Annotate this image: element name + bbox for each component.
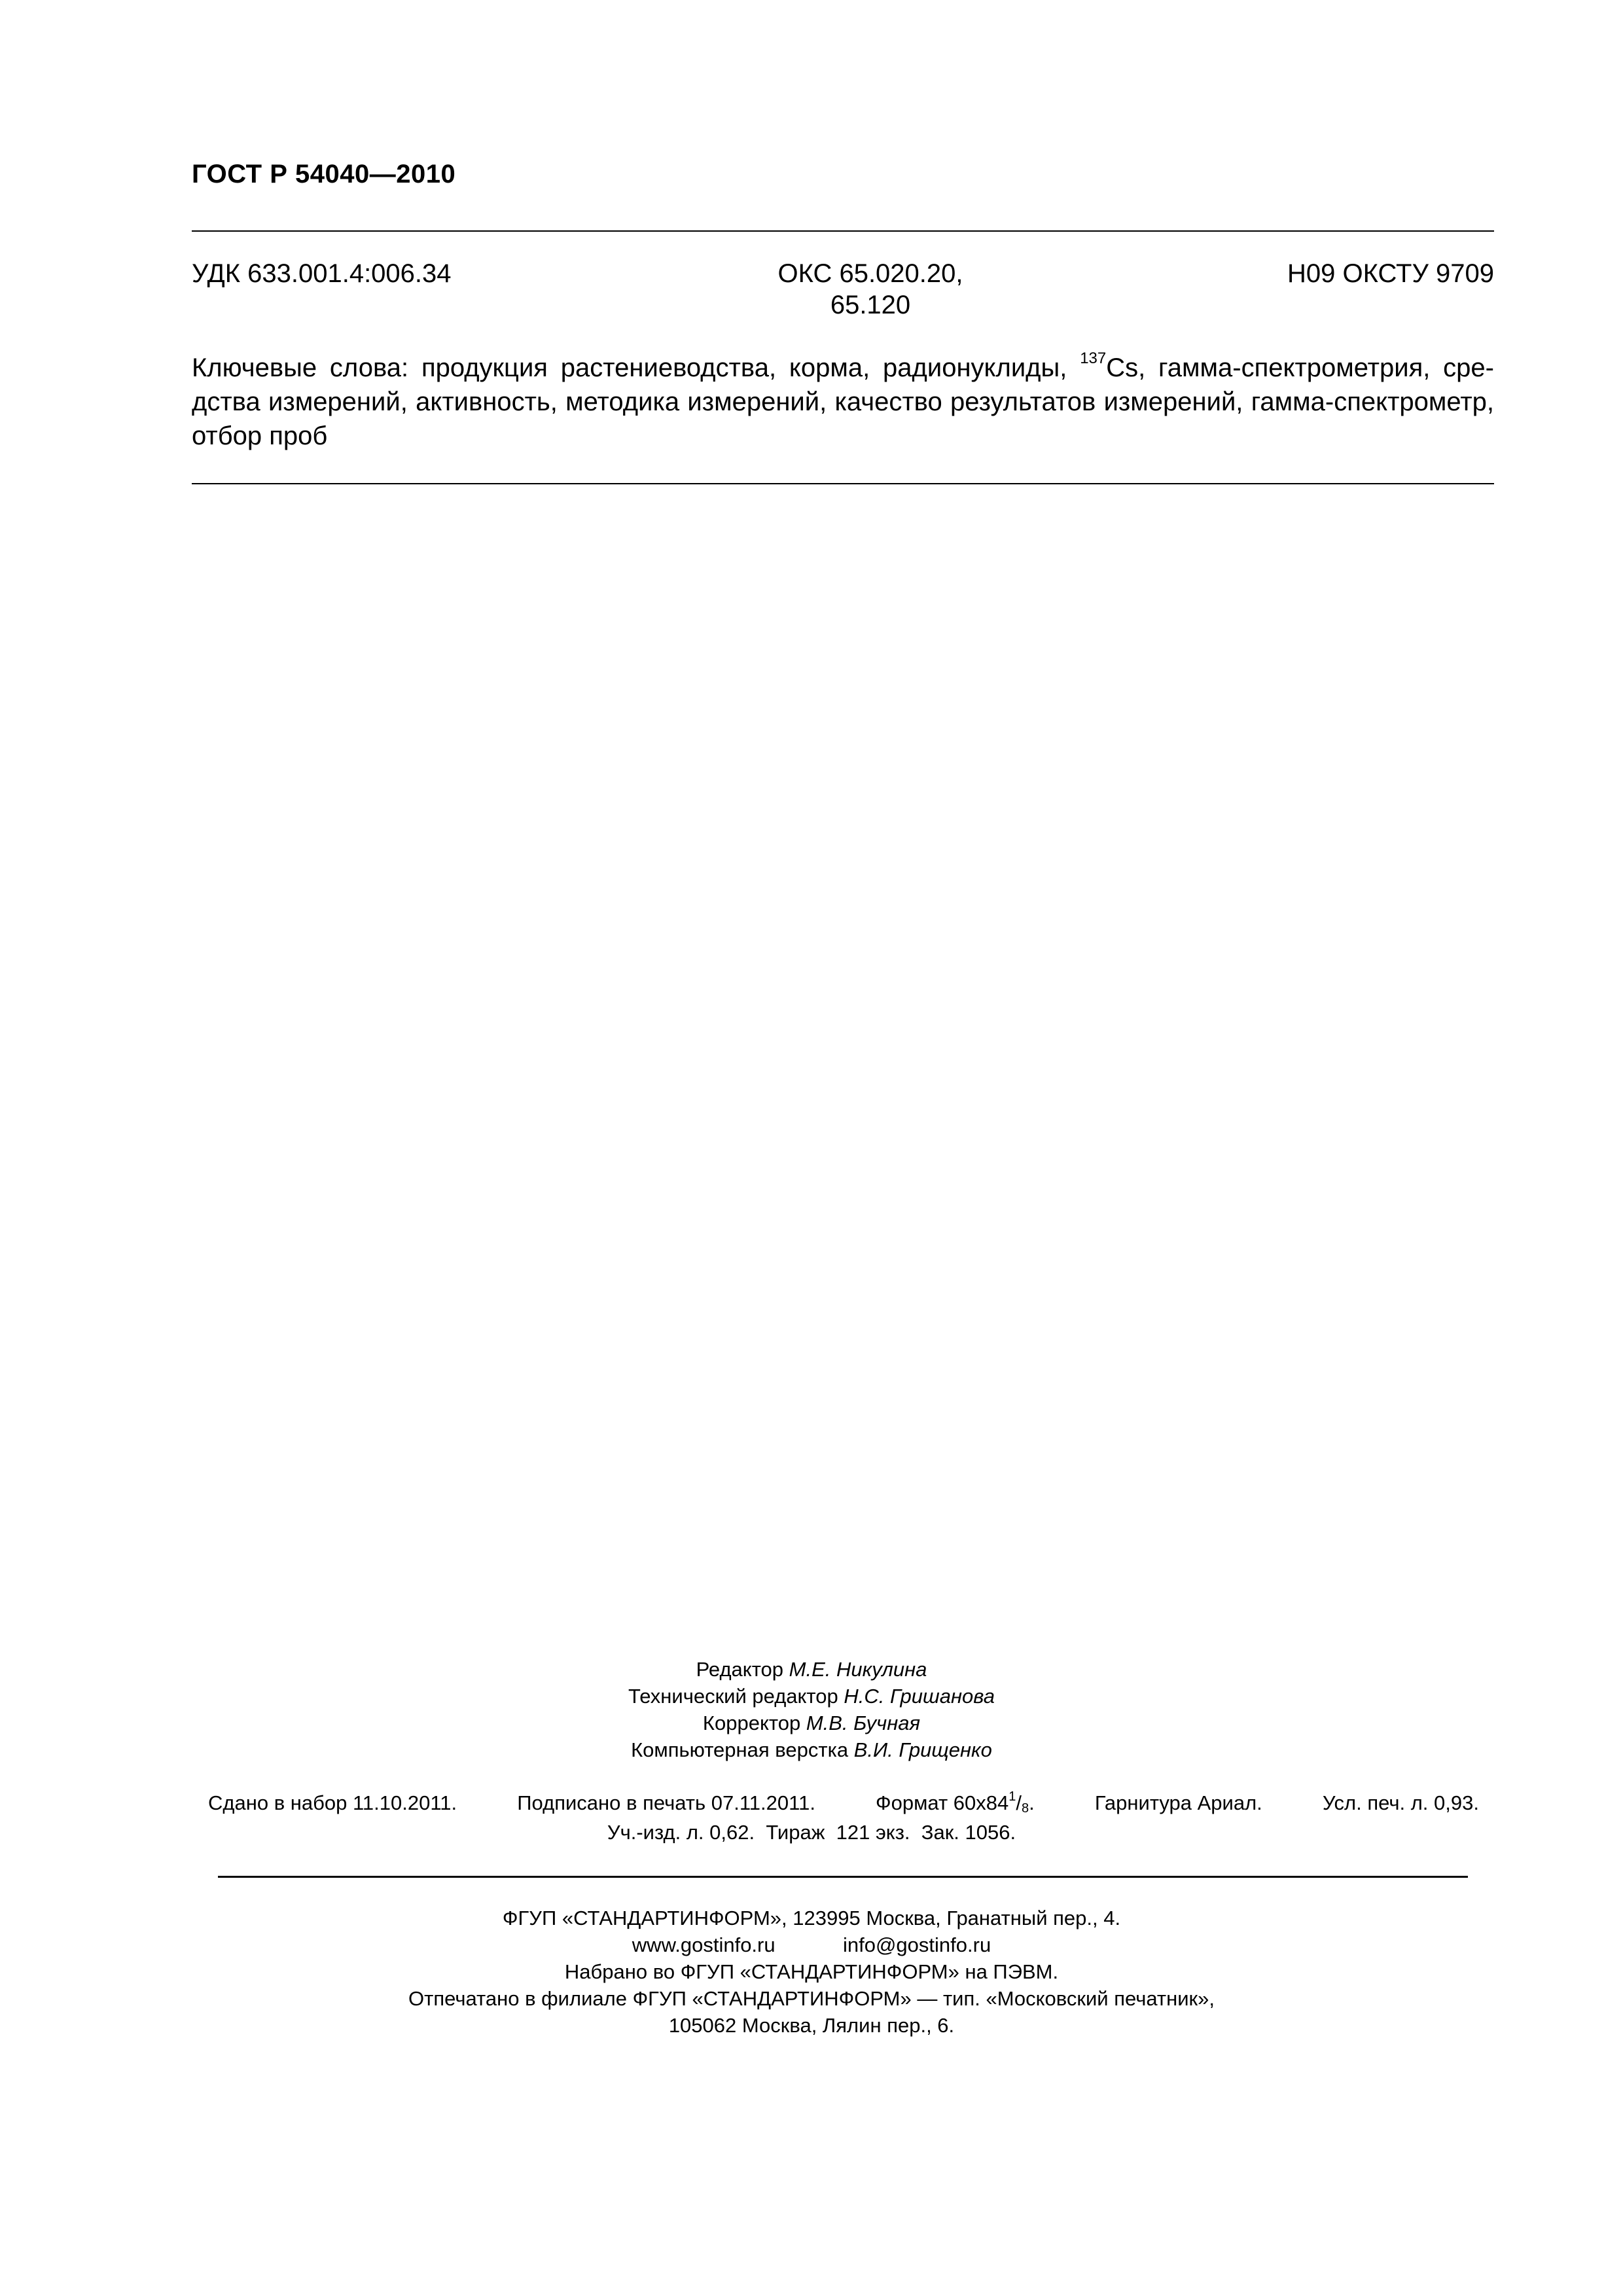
keywords-text-end: Cs, гамма-спектрометрия, средства измерений, активность, методика измерений, качество результатов измерений, гамма-спектрометр, отбор проб	[192, 353, 1494, 450]
udc-code: УДК 633.001.4:006.34	[192, 259, 452, 288]
publisher-footer	[0, 1905, 1623, 2039]
keywords-paragraph	[192, 351, 1494, 453]
keywords-text-start: Ключевые слова: продукция растениеводства, корма, радионуклиды,	[192, 353, 1080, 382]
publisher-contacts	[0, 1931, 1623, 1958]
oks-code-line-2: 65.120	[830, 291, 911, 319]
printed-note: Отпечатано в филиале ФГУП «СТАНДАРТИНФОРМ» — тип. «Московский печатник»,	[408, 1987, 1215, 2010]
document-designation: ГОСТ Р 54040—2010	[192, 160, 456, 188]
email-link[interactable]: info@gostinfo.ru	[842, 1933, 991, 1956]
isotope-mass-number: 137	[1080, 350, 1107, 367]
oks-code-line-1: ОКС 65.020.20,	[777, 259, 963, 288]
imprint-font: Гарнитура Ариал.	[1094, 1791, 1262, 1814]
credit-name: М.В. Бучная	[806, 1712, 921, 1734]
imprint-signed: Подписано в печать 07.11.2011.	[517, 1791, 815, 1814]
divider-top	[192, 230, 1494, 232]
credit-editor: Редактор М.Е. Никулина	[696, 1658, 927, 1681]
imprint-sheets: Усл. печ. л. 0,93.	[1322, 1791, 1479, 1814]
printer-address: 105062 Москва, Лялин пер., 6.	[668, 2014, 955, 2037]
credit-name: М.Е. Никулина	[789, 1658, 927, 1681]
oksty-code: Н09 ОКСТУ 9709	[1287, 259, 1494, 288]
imprint-format: Формат $60x84^1/_8$.	[876, 1789, 1035, 1816]
oks-code	[766, 258, 975, 321]
editorial-credits	[0, 1656, 1623, 1763]
credit-proofreader: Корректор М.В. Бучная	[702, 1712, 921, 1734]
typeset-note: Набрано во ФГУП «СТАНДАРТИНФОРМ» на ПЭВМ.	[564, 1960, 1059, 1983]
credit-layout: Компьютерная верстка В.И. Грищенко	[631, 1738, 992, 1761]
divider-keywords	[192, 483, 1494, 484]
credit-technical-editor: Технический редактор Н.С. Гришанова	[628, 1685, 995, 1708]
divider-imprint	[218, 1876, 1468, 1878]
credit-name: Н.С. Гришанова	[844, 1685, 995, 1708]
website-link[interactable]: www.gostinfo.ru	[632, 1933, 776, 1956]
imprint-sent: Сдано в набор 11.10.2011.	[208, 1791, 457, 1814]
credit-name: В.И. Грищенко	[853, 1738, 992, 1761]
publisher-address: ФГУП «СТАНДАРТИНФОРМ», 123995 Москва, Гранатный пер., 4.	[502, 1907, 1121, 1929]
imprint-line-1	[208, 1791, 1479, 1815]
imprint-line-2: Уч.-изд. л. 0,62. Тираж 121 экз. Зак. 1056.	[607, 1821, 1016, 1844]
